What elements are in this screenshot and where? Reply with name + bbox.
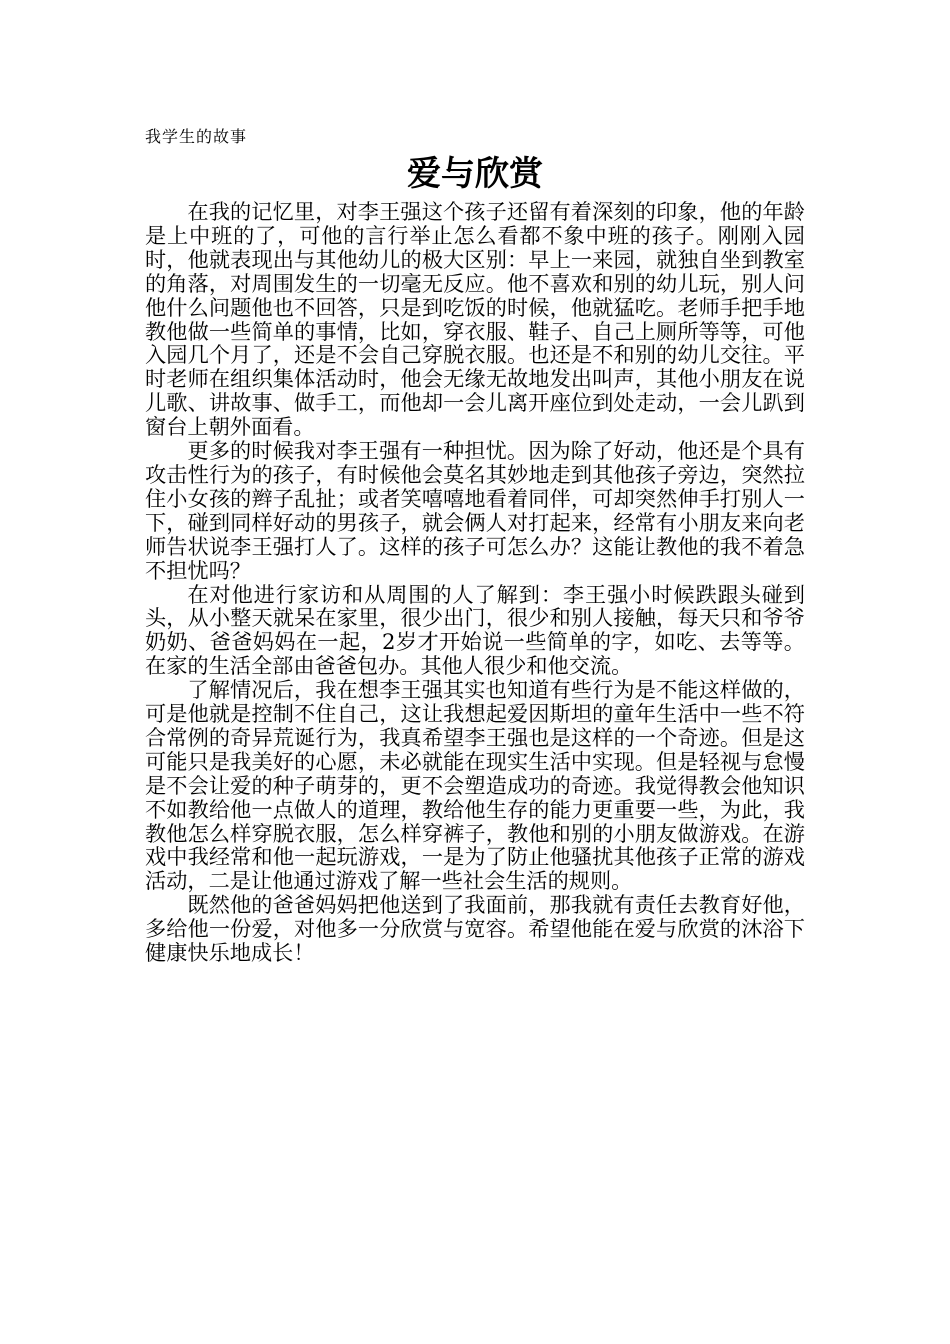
paragraph: 了解情况后，我在想李王强其实也知道有些行为是不能这样做的，可是他就是控制不住自己，这让我想起爱因斯坦的童年生活中一些不符合常例的奇异荒诞行为，我真希望李王强也是这样的一个奇迹。但是这可能只是我美好的心愿，未必就能在现实生活中实现。但是轻视与怠慢是不会让爱的种子萌芽的，更不会塑造成功的奇迹。我觉得教会他知识不如教给他一点做人的道理，教给他生存的能力更重要一些，为此，我教他怎么样穿脱衣服，怎么样穿裤子，教他和别的小朋友做游戏。在游戏中我经常和他一起玩游戏，一是为了防止他骚扰其他孩子正常的游戏活动，二是让他通过游戏了解一些社会生活的规则。 [145, 677, 805, 894]
document-subtitle: 我学生的故事 [145, 127, 248, 146]
paragraph: 在对他进行家访和从周围的人了解到：李王强小时候跌跟头碰到头，从小整天就呆在家里，很少出门，很少和别人接触，每天只和爷爷奶奶、爸爸妈妈在一起，2岁才开始说一些简单的字，如吃、去等等。在家的生活全部由爸爸包办。其他人很少和他交流。 [145, 581, 805, 679]
document-body [145, 200, 805, 965]
document-title: 爱与欣赏 [407, 154, 543, 194]
paragraph: 更多的时候我对李王强有一种担忧。因为除了好动，他还是个具有攻击性行为的孩子，有时候他会莫名其妙地走到其他孩子旁边，突然拉住小女孩的辫子乱扯；或者笑嘻嘻地看着同伴，可却突然伸手打别人一下，碰到同样好动的男孩子，就会俩人对打起来，经常有小朋友来向老师告状说李王强打人了。这样的孩子可怎么办？这能让教他的我不着急不担忧吗？ [145, 438, 805, 583]
paragraph: 在我的记忆里，对李王强这个孩子还留有着深刻的印象，他的年龄是上中班的了，可他的言行举止怎么看都不象中班的孩子。刚刚入园时，他就表现出与其他幼儿的极大区别：早上一来园，就独自坐到教室的角落，对周围发生的一切毫无反应。他不喜欢和别的幼儿玩，别人问他什么问题他也不回答，只是到吃饭的时候，他就猛吃。老师手把手地教他做一些简单的事情，比如，穿衣服、鞋子、自己上厕所等等，可他入园几个月了，还是不会自己穿脱衣服。也还是不和别的幼儿交往。平时老师在组织集体活动时，他会无缘无故地发出叫声，其他小朋友在说儿歌、讲故事、做手工，而他却一会儿离开座位到处走动，一会儿趴到窗台上朝外面看。 [145, 199, 805, 440]
paragraph: 既然他的爸爸妈妈把他送到了我面前，那我就有责任去教育好他，多给他一份爱，对他多一分欣赏与宽容。希望他能在爱与欣赏的沐浴下健康快乐地成长！ [145, 892, 805, 966]
